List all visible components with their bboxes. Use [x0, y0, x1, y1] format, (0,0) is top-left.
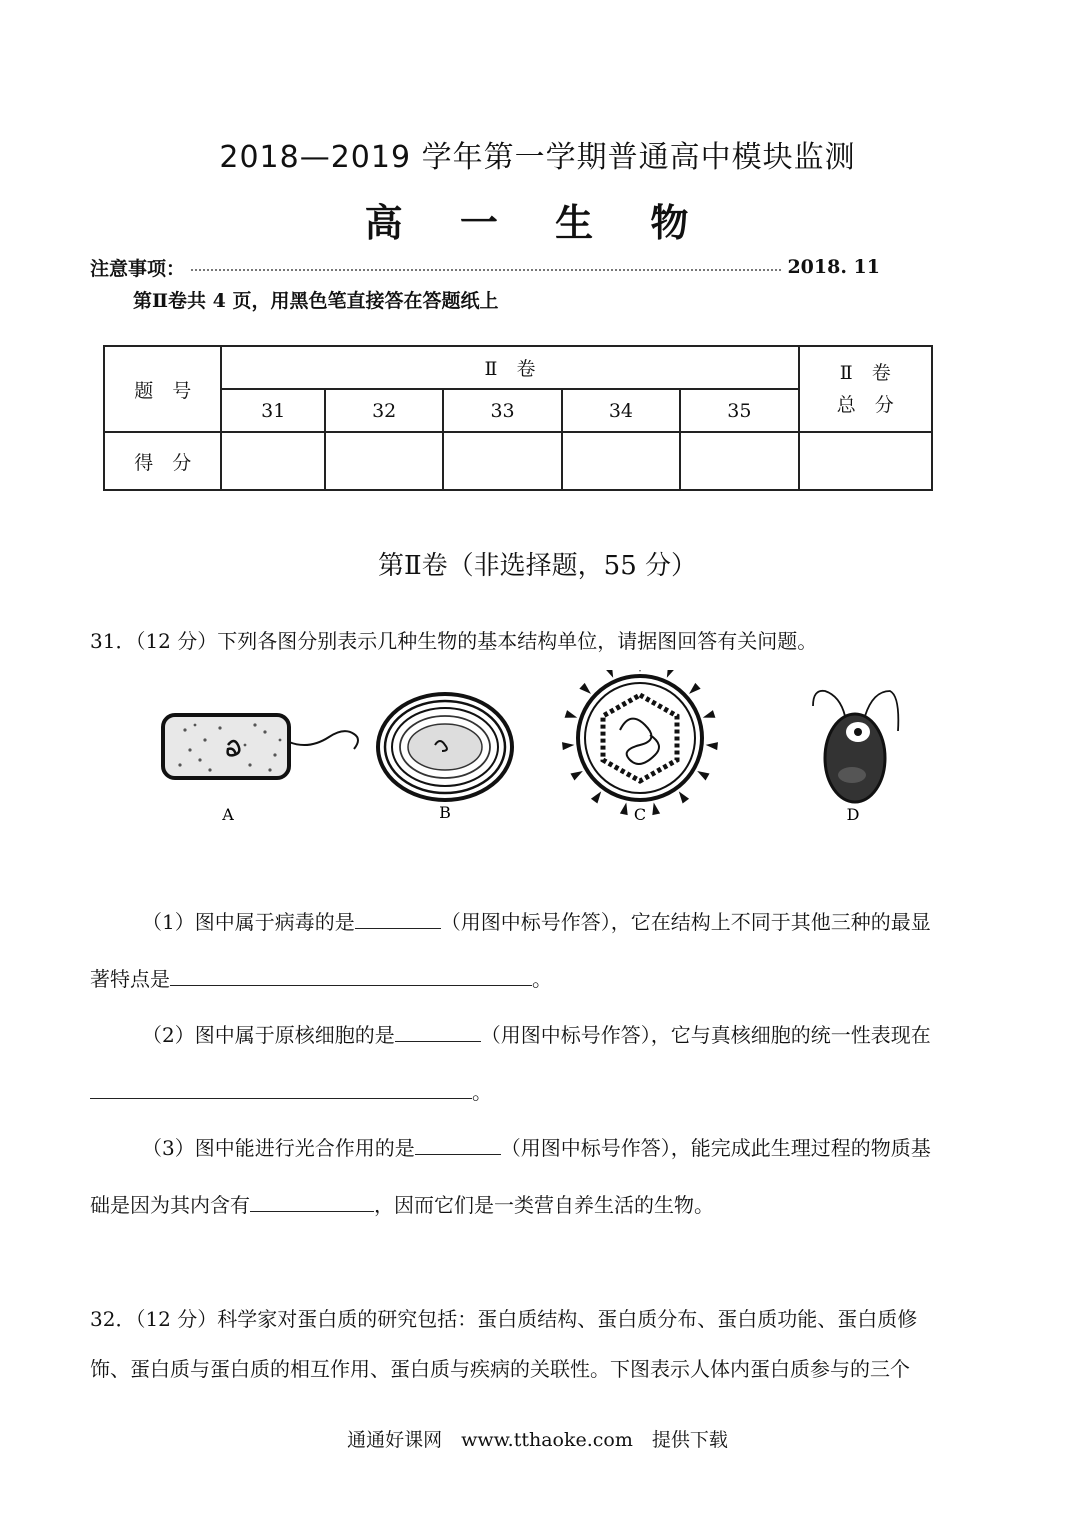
q31-part2-text-a: （2）图中属于原核细胞的是	[142, 1023, 395, 1047]
figure-label-b: B	[439, 803, 451, 822]
q31-part1-text-b: （用图中标号作答），它在结构上不同于其他三种的最显	[440, 910, 931, 934]
footer: 通通好课网 www.tthaoke.com 提供下载	[347, 1429, 728, 1451]
figure-c-virus-icon	[562, 670, 718, 815]
notice-row	[90, 255, 880, 279]
q31-part2-text-c: 。	[472, 1080, 492, 1104]
q31-stem: 31．（12 分）下列各图分别表示几种生物的基本结构单位，请据图回答有关问题。	[90, 629, 818, 653]
answer-blank[interactable]	[415, 1134, 501, 1155]
q31-part2-line1	[142, 1019, 1042, 1048]
q31-part2-text-b: （用图中标号作答），它与真核细胞的统一性表现在	[480, 1023, 931, 1047]
figure-label-d: D	[846, 805, 860, 824]
score-cell[interactable]	[221, 432, 324, 490]
total-label-line1: Ⅱ 卷	[839, 362, 891, 384]
question-number-cell: 33	[443, 389, 561, 432]
answer-blank[interactable]	[90, 1078, 472, 1099]
q31-part3-text-a: （3）图中能进行光合作用的是	[142, 1136, 415, 1160]
total-score-cell[interactable]	[799, 432, 932, 490]
q31-part2-line2	[90, 1076, 990, 1105]
dotted-leader	[191, 259, 781, 271]
answer-blank[interactable]	[250, 1191, 374, 1212]
q31-part3-text-d: ，因而它们是一类营自养生活的生物。	[374, 1193, 714, 1217]
q31-part3-text-c: 础是因为其内含有	[90, 1193, 250, 1217]
q31-part1-text-a: （1）图中属于病毒的是	[142, 910, 355, 934]
q31-part1-text-d: 。	[532, 967, 552, 991]
q31-part3-text-b: （用图中标号作答），能完成此生理过程的物质基	[500, 1136, 931, 1160]
q31-part3-line2	[90, 1189, 990, 1218]
score-cell[interactable]	[325, 432, 443, 490]
score-cell[interactable]	[680, 432, 798, 490]
score-cell[interactable]	[562, 432, 680, 490]
answer-blank[interactable]	[170, 965, 532, 986]
q31-figure	[150, 670, 930, 840]
exam-date: 2018. 11	[787, 256, 880, 278]
subject-title: 高 一 生 物	[364, 201, 711, 245]
figure-d-alga-icon	[813, 691, 898, 802]
q32-line2: 饰、蛋白质与蛋白质的相互作用、蛋白质与疾病的关联性。下图表示人体内蛋白质参与的三个	[90, 1357, 910, 1381]
q31-part3-line1	[142, 1132, 1042, 1161]
question-number-cell: 32	[325, 389, 443, 432]
row-label-question-number: 题 号	[104, 346, 221, 432]
figure-b-cell-icon	[378, 694, 512, 800]
exam-title: 2018—2019 学年第一学期普通高中模块监测	[219, 140, 856, 175]
section-title: 第Ⅱ卷（非选择题，55 分）	[377, 551, 698, 581]
total-label-line2: 总 分	[836, 394, 894, 416]
answer-blank[interactable]	[395, 1021, 481, 1042]
notice-label: 注意事项：	[90, 257, 186, 280]
q31-part1-line1	[142, 906, 1042, 935]
figure-label-a: A	[222, 805, 234, 824]
question-number-cell: 35	[680, 389, 798, 432]
notice-text: 第Ⅱ卷共 4 页，用黑色笔直接答在答题纸上	[133, 290, 499, 312]
question-number-cell: 34	[562, 389, 680, 432]
question-number-cell: 31	[221, 389, 324, 432]
section-ii-header: Ⅱ 卷	[221, 346, 798, 389]
q31-part1-text-c: 著特点是	[90, 967, 170, 991]
score-table	[103, 345, 933, 491]
q32-line1: 32．（12 分）科学家对蛋白质的研究包括：蛋白质结构、蛋白质分布、蛋白质功能、蛋白质修	[90, 1307, 918, 1331]
figure-a-bacterium-icon	[163, 715, 358, 778]
row-label-score: 得 分	[104, 432, 221, 490]
total-score-header	[799, 346, 932, 432]
score-cell[interactable]	[443, 432, 561, 490]
q31-part1-line2	[90, 963, 990, 992]
figure-label-c: C	[633, 805, 647, 824]
answer-blank[interactable]	[355, 908, 441, 929]
